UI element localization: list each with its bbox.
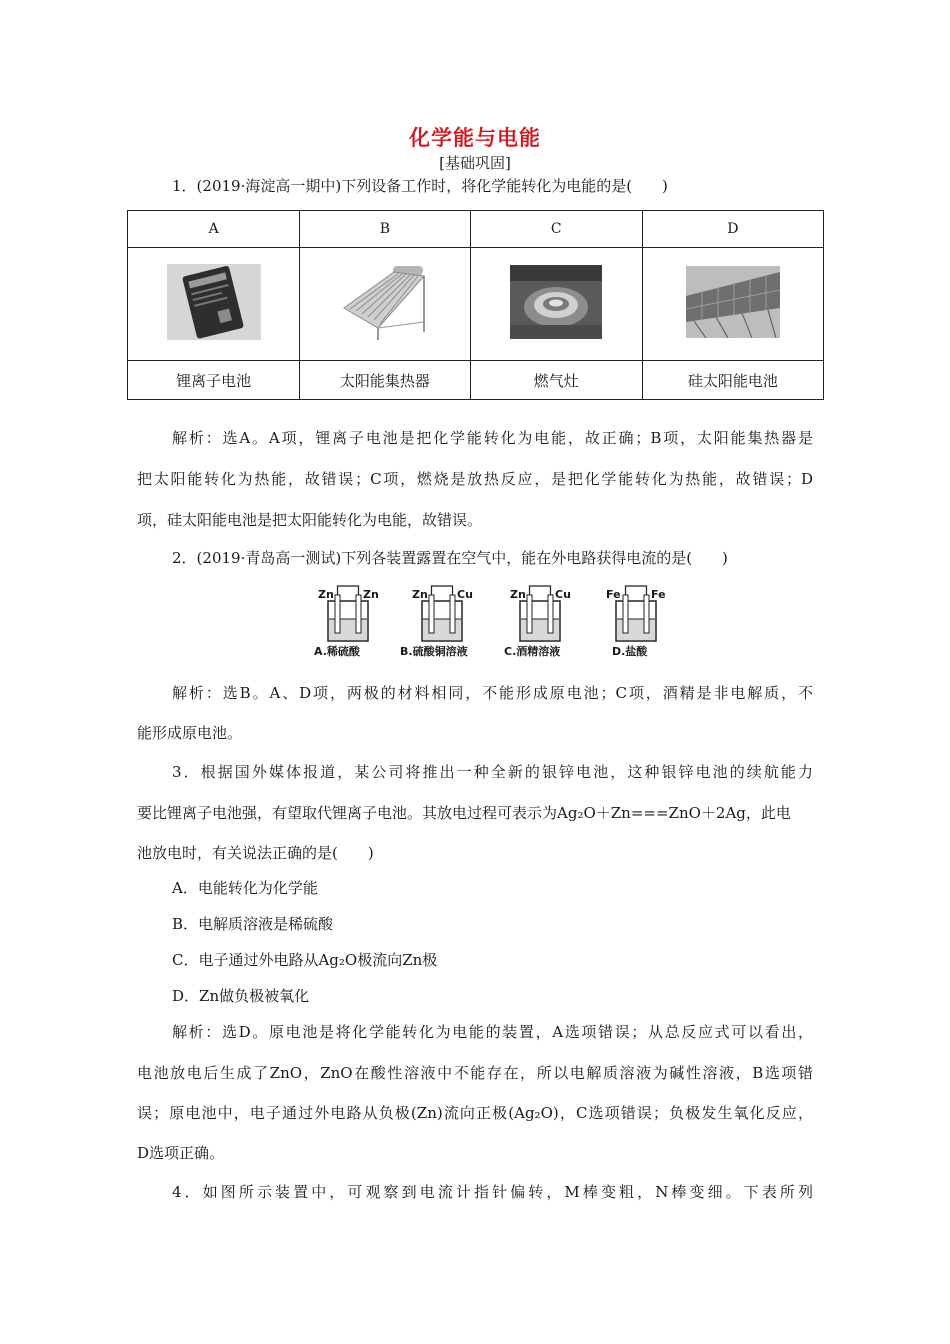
question-4-stem: 4．如图所示装置中，可观察到电流计指针偏转，M棒变粗，N棒变细。下表所列 bbox=[172, 1183, 813, 1201]
question-3-option-a: A．电能转化为化学能 bbox=[172, 879, 318, 897]
device-d-label: D.盐酸 bbox=[612, 645, 648, 658]
device-c-label: C.酒精溶液 bbox=[504, 645, 561, 658]
device-a-left-electrode: Zn bbox=[318, 588, 334, 601]
device-d bbox=[606, 586, 666, 658]
device-d-right-electrode: Fe bbox=[651, 588, 666, 601]
question-3-option-c: C．电子通过外电路从Ag₂O极流向Zn极 bbox=[172, 951, 438, 969]
device-b-left-electrode: Zn bbox=[412, 588, 428, 601]
option-image-d bbox=[642, 248, 823, 361]
question-3-analysis-line-2: 电池放电后生成了ZnO，ZnO在酸性溶液中不能存在，所以电解质溶液为碱性溶液，B选项错 bbox=[137, 1064, 813, 1082]
device-c bbox=[504, 586, 571, 658]
device-c-left-electrode: Zn bbox=[510, 588, 526, 601]
option-caption-b: 太阳能集热器 bbox=[300, 361, 470, 400]
option-caption-a: 锂离子电池 bbox=[128, 361, 300, 400]
question-3-option-d: D．Zn做负极被氧化 bbox=[172, 987, 310, 1005]
electrochemical-devices-diagram bbox=[310, 583, 690, 663]
device-c-right-electrode: Cu bbox=[555, 588, 571, 601]
option-letter-c: C bbox=[470, 211, 642, 248]
option-letter-d: D bbox=[642, 211, 823, 248]
question-2-analysis-line-1: 解析：选B。A、D项，两极的材料相同，不能形成原电池；C项，酒精是非电解质，不 bbox=[172, 684, 813, 702]
question-3-stem-text: 要比锂离子电池强，有望取代锂离子电池。其放电过程可表示为 bbox=[137, 804, 558, 822]
question-1-analysis-line-1: 解析：选A。A项，锂离子电池是把化学能转化为电能，故正确；B项，太阳能集热器是 bbox=[172, 429, 813, 447]
question-3-option-b: B．电解质溶液是稀硫酸 bbox=[172, 915, 334, 933]
question-3-stem-line-2 bbox=[137, 803, 791, 823]
device-b-right-electrode: Cu bbox=[457, 588, 473, 601]
question-3-analysis-line-1: 解析：选D。原电池是将化学能转化为电能的装置，A选项错误；从总反应式可以看出， bbox=[172, 1023, 813, 1041]
question-1-stem: 1．(2019·海淀高一期中)下列设备工作时，将化学能转化为电能的是( ) bbox=[172, 177, 668, 195]
section-heading: [基础巩固] bbox=[439, 154, 511, 172]
lithium-battery-photo-icon bbox=[167, 264, 261, 340]
option-image-a bbox=[128, 248, 300, 361]
question-3-stem-line-1: 3．根据国外媒体报道，某公司将推出一种全新的银锌电池，这种银锌电池的续航能力 bbox=[172, 763, 813, 781]
gas-stove-photo-icon bbox=[510, 265, 602, 339]
device-b bbox=[400, 586, 473, 658]
question-3-analysis-line-3: 误；原电池中，电子通过外电路从负极(Zn)流向正极(Ag₂O)，C选项错误；负极发生氧化反应， bbox=[137, 1104, 813, 1122]
question-2-analysis-line-2: 能形成原电池。 bbox=[137, 724, 243, 742]
question-1-analysis-line-3: 项，硅太阳能电池是把太阳能转化为电能，故错误。 bbox=[137, 511, 483, 529]
question-2-stem: 2．(2019·青岛高一测试)下列各装置露置在空气中，能在外电路获得电流的是( ) bbox=[172, 549, 728, 567]
option-caption-c: 燃气灶 bbox=[470, 361, 642, 400]
device-a bbox=[314, 586, 379, 658]
question-3-analysis-line-4: D选项正确。 bbox=[137, 1144, 225, 1162]
question-3-stem-line-3: 池放电时，有关说法正确的是( ) bbox=[137, 844, 374, 862]
option-image-b bbox=[300, 248, 470, 361]
reaction-equation: Ag₂O＋Zn===ZnO＋2Ag bbox=[557, 804, 746, 822]
solar-water-heater-photo-icon bbox=[338, 262, 432, 342]
device-d-left-electrode: Fe bbox=[606, 588, 621, 601]
device-a-label: A.稀硫酸 bbox=[314, 645, 360, 658]
question-1-options-table bbox=[127, 210, 824, 400]
option-image-c bbox=[470, 248, 642, 361]
device-b-label: B.硫酸铜溶液 bbox=[400, 645, 468, 658]
silicon-solar-panel-photo-icon bbox=[686, 266, 780, 338]
question-3-stem-text-end: ，此电 bbox=[745, 804, 791, 822]
question-1-analysis-line-2: 把太阳能转化为热能，故错误；C项，燃烧是放热反应，是把化学能转化为热能，故错误；D bbox=[137, 470, 813, 488]
option-caption-d: 硅太阳能电池 bbox=[642, 361, 823, 400]
option-letter-b: B bbox=[300, 211, 470, 248]
page-title: 化学能与电能 bbox=[409, 126, 541, 150]
device-a-right-electrode: Zn bbox=[363, 588, 379, 601]
option-letter-a: A bbox=[128, 211, 300, 248]
